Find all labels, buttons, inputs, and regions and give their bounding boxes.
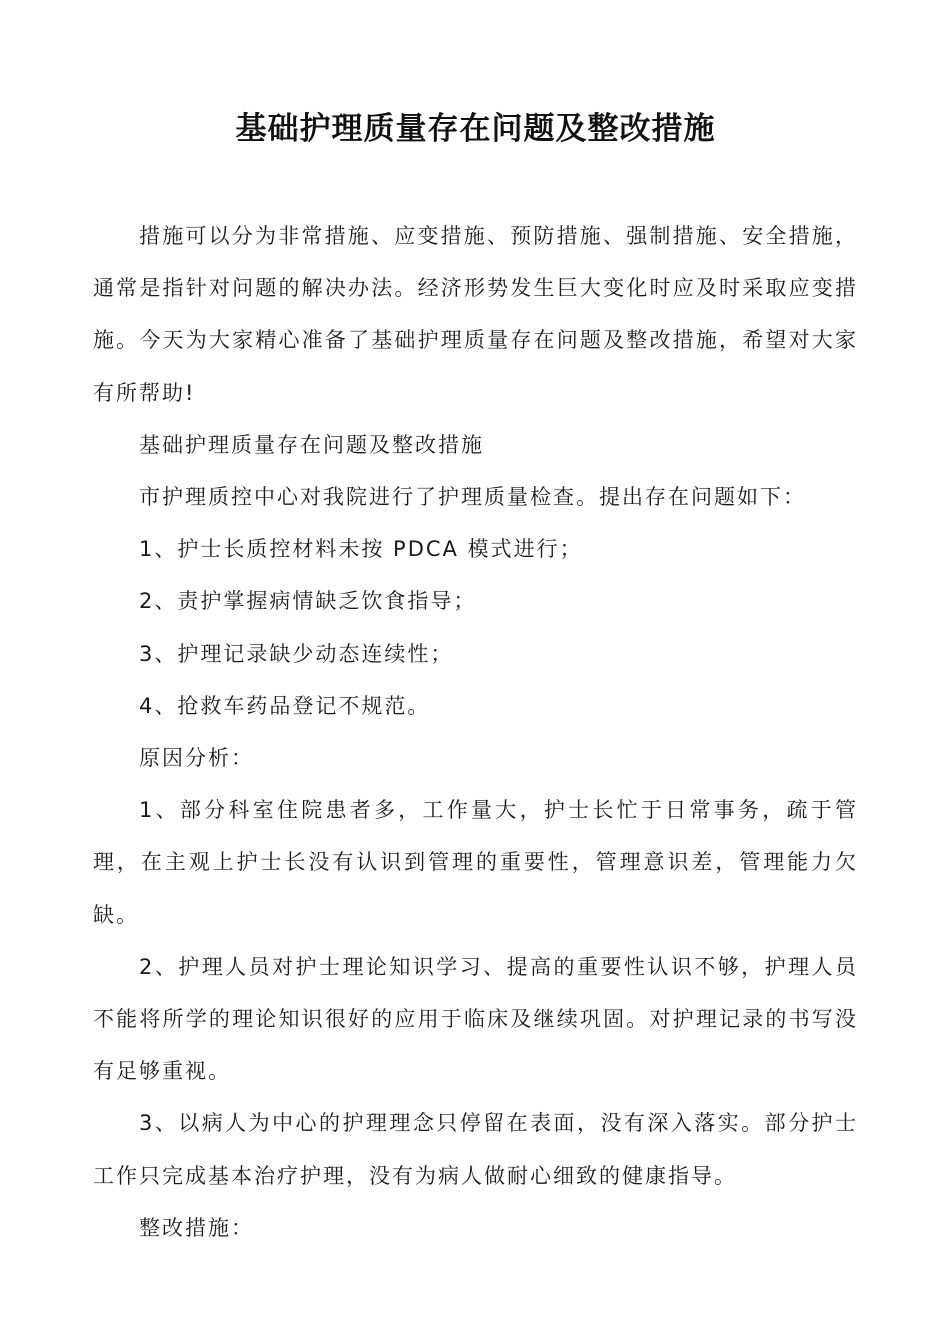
problem-item-4: 4、抢救车药品登记不规范。: [139, 693, 431, 718]
cause-analysis-heading: 原因分析：: [139, 746, 254, 771]
cause-item-2: 2、护理人员对护士理论知识学习、提高的重要性认识不够，护理人员不能将所学的理论知识很好的应用于临床及继续巩固。对护理记录的书写没有足够重视。: [93, 954, 858, 1084]
problem-item-2: 2、责护掌握病情缺乏饮食指导；: [139, 589, 477, 614]
subtitle-paragraph: 基础护理质量存在问题及整改措施: [139, 432, 484, 457]
inspection-paragraph: 市护理质控中心对我院进行了护理质量检查。提出存在问题如下：: [139, 485, 806, 510]
problem-item-1: 1、护士长质控材料未按 PDCA 模式进行；: [139, 537, 583, 562]
document-body: [93, 210, 858, 1254]
problem-item-3: 3、护理记录缺少动态连续性；: [139, 641, 454, 666]
cause-item-3: 3、以病人为中心的护理理念只停留在表面，没有深入落实。部分护士工作只完成基本治疗护理，没有为病人做耐心细致的健康指导。: [93, 1111, 858, 1188]
intro-paragraph: 措施可以分为非常措施、应变措施、预防措施、强制措施、安全措施，通常是指针对问题的解决办法。经济形势发生巨大变化时应及时采取应变措施。今天为大家精心准备了基础护理质量存在问题及整改措施，希望对大家有所帮助!: [93, 224, 858, 405]
document-title: 基础护理质量存在问题及整改措施: [235, 111, 716, 147]
measures-heading: 整改措施：: [139, 1215, 254, 1240]
cause-item-1: 1、部分科室住院患者多，工作量大，护士长忙于日常事务，疏于管理，在主观上护士长没有认识到管理的重要性，管理意识差，管理能力欠缺。: [93, 798, 858, 927]
